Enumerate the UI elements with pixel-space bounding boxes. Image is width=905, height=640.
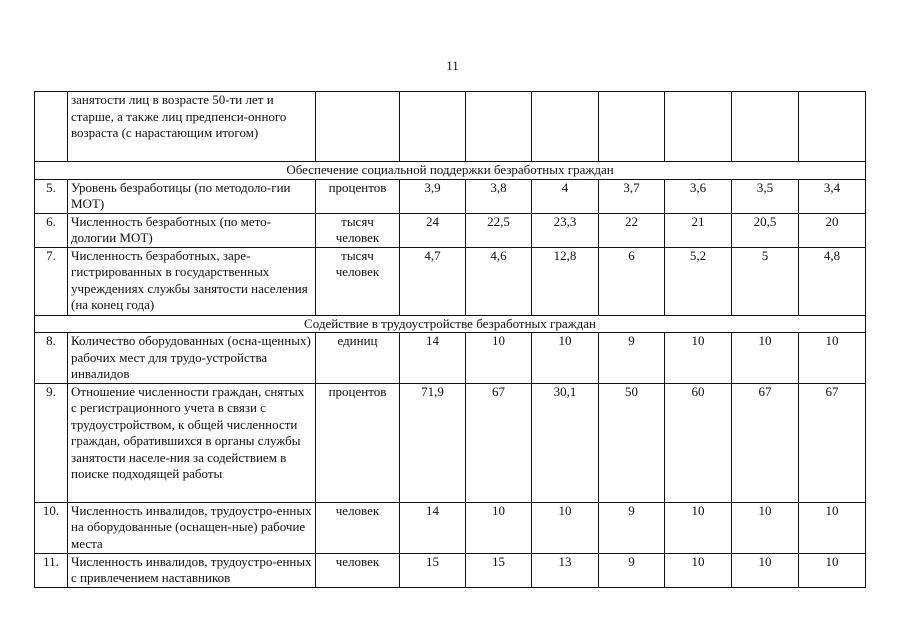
table-row [35,502,866,553]
row-number: 8. [35,333,68,384]
row-number: 6. [35,213,68,247]
indicator-name: Отношение численности граждан, снятых с регистрационного учета в связи с трудоустройством, к общей численности граждан, обратившихся в органы службы занятости населе-ния за содействием в поиске подходящей работы [68,383,316,502]
value-cell [400,92,466,162]
unit-of-measure [316,92,400,162]
indicator-name: занятости лиц в возрасте 50-ти лет и старше, а также лиц предпенси-онного возраста (с нарастающим итогом) [68,92,316,162]
value-cell: 3,4 [799,179,866,213]
section-title: Обеспечение социальной поддержки безработных граждан [35,162,866,180]
value-cell: 3,7 [599,179,665,213]
value-cell: 10 [732,553,799,587]
row-number [35,92,68,162]
value-cell: 23,3 [532,213,599,247]
value-cell: 20 [799,213,866,247]
value-cell: 22 [599,213,665,247]
row-number: 9. [35,383,68,502]
table-row [35,247,866,315]
value-cell: 9 [599,502,665,553]
value-cell: 10 [665,502,732,553]
value-cell: 3,6 [665,179,732,213]
indicator-name: Количество оборудованных (осна-щенных) рабочих мест для трудо-устройства инвалидов [68,333,316,384]
value-cell: 5,2 [665,247,732,315]
value-cell: 13 [532,553,599,587]
table-body [35,92,866,588]
table-row [35,553,866,587]
value-cell: 10 [732,502,799,553]
value-cell: 14 [400,502,466,553]
value-cell: 4,8 [799,247,866,315]
row-number: 7. [35,247,68,315]
table-row [35,92,866,162]
value-cell: 10 [532,502,599,553]
value-cell: 67 [732,383,799,502]
value-cell: 9 [599,553,665,587]
value-cell [599,92,665,162]
section-header-row [35,315,866,333]
unit-of-measure: процентов [316,383,400,502]
value-cell: 10 [532,333,599,384]
value-cell: 60 [665,383,732,502]
value-cell: 71,9 [400,383,466,502]
value-cell [466,92,532,162]
value-cell: 15 [400,553,466,587]
value-cell: 9 [599,333,665,384]
value-cell: 22,5 [466,213,532,247]
value-cell: 4 [532,179,599,213]
value-cell: 10 [466,333,532,384]
value-cell: 21 [665,213,732,247]
indicator-name: Численность безработных (по мето-дологии МОТ) [68,213,316,247]
row-number: 10. [35,502,68,553]
table-row [35,333,866,384]
value-cell: 12,8 [532,247,599,315]
unit-of-measure: человек [316,553,400,587]
value-cell: 10 [665,553,732,587]
section-title: Содействие в трудоустройстве безработных граждан [35,315,866,333]
value-cell: 4,7 [400,247,466,315]
value-cell [799,92,866,162]
indicator-name: Численность инвалидов, трудоустро-енных с привлечением наставников [68,553,316,587]
value-cell: 10 [466,502,532,553]
indicator-name: Численность инвалидов, трудоустро-енных на оборудованные (оснащен-ные) рабочие места [68,502,316,553]
indicator-name: Уровень безработицы (по методоло-гии МОТ) [68,179,316,213]
value-cell: 20,5 [732,213,799,247]
value-cell: 5 [732,247,799,315]
value-cell: 10 [799,502,866,553]
value-cell: 3,5 [732,179,799,213]
table-row [35,383,866,502]
indicator-name: Численность безработных, заре-гистрированных в государственных учреждениях службы занятости населения (на конец года) [68,247,316,315]
table-row [35,179,866,213]
value-cell: 10 [732,333,799,384]
page-number: 11 [446,58,459,73]
value-cell: 15 [466,553,532,587]
unit-of-measure: тысяч человек [316,247,400,315]
unit-of-measure: тысяч человек [316,213,400,247]
value-cell: 14 [400,333,466,384]
value-cell: 67 [466,383,532,502]
value-cell [665,92,732,162]
value-cell: 67 [799,383,866,502]
unit-of-measure: процентов [316,179,400,213]
unit-of-measure: единиц [316,333,400,384]
value-cell: 30,1 [532,383,599,502]
value-cell [732,92,799,162]
section-header-row [35,162,866,180]
unit-of-measure: человек [316,502,400,553]
row-number: 5. [35,179,68,213]
indicators-table [34,91,866,588]
value-cell: 10 [665,333,732,384]
table-row [35,213,866,247]
value-cell: 3,9 [400,179,466,213]
row-number: 11. [35,553,68,587]
value-cell: 24 [400,213,466,247]
value-cell: 6 [599,247,665,315]
value-cell: 3,8 [466,179,532,213]
value-cell: 10 [799,333,866,384]
value-cell [532,92,599,162]
value-cell: 4,6 [466,247,532,315]
value-cell: 10 [799,553,866,587]
value-cell: 50 [599,383,665,502]
